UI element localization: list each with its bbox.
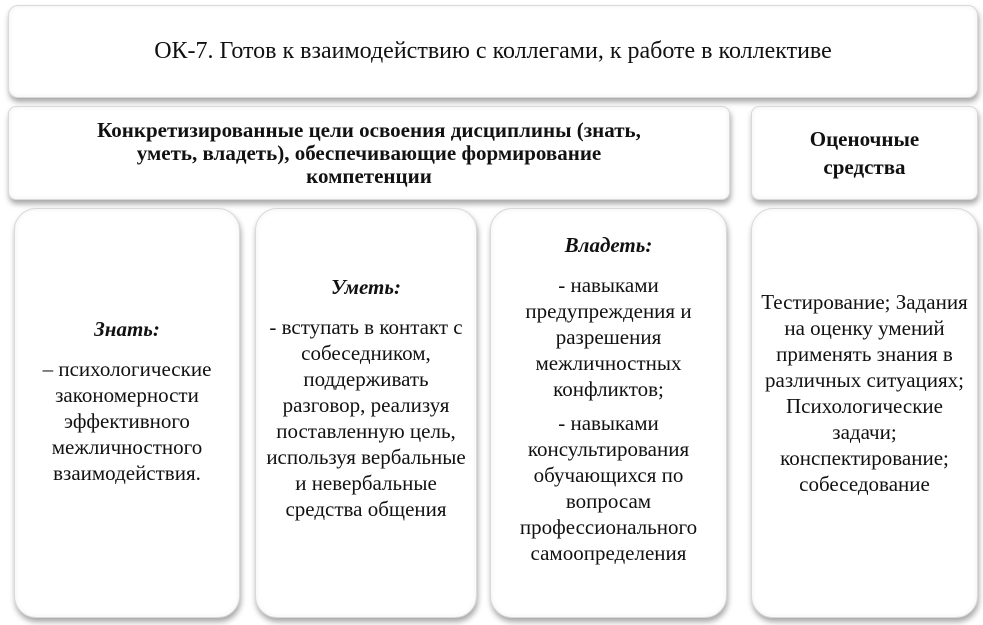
own-text-consulting: - навыками консультирования обучающихся по вопросам профессионального самоопределения xyxy=(519,411,698,565)
goals-header-text xyxy=(97,119,641,188)
goals-header-line: Конкретизированные цели освоения дисциплины (знать, xyxy=(97,117,641,142)
eval-header-line: средства xyxy=(823,155,906,179)
goals-header-line: уметь, владеть), обеспечивающие формирование xyxy=(136,140,602,165)
can-heading: Уметь: xyxy=(331,275,401,299)
goals-header-box xyxy=(8,106,730,200)
goals-header-line: компетенции xyxy=(306,163,432,188)
eval-header-text xyxy=(810,125,919,181)
can-text: - вступать в контакт с собеседником, поддерживать разговор, реализуя поставленную цель, используя вербальные и невербальные средства общения xyxy=(266,315,466,521)
own-heading: Владеть: xyxy=(564,233,653,257)
eval-text: Тестирование; Задания на оценку умений применять знания в различных ситуациях; Психологические задачи; конспектирование; собеседование xyxy=(761,290,968,496)
know-column xyxy=(14,208,240,618)
can-column xyxy=(255,208,477,618)
know-content xyxy=(23,316,231,486)
eval-column xyxy=(751,208,978,618)
own-text-conflicts: - навыками предупреждения и разрешения межличностных конфликтов; xyxy=(525,273,692,401)
competence-title-box xyxy=(8,5,978,98)
know-heading: Знать: xyxy=(94,317,160,341)
own-content xyxy=(499,232,718,566)
own-column xyxy=(490,208,727,618)
eval-header-line: Оценочные xyxy=(809,127,920,151)
eval-header-box xyxy=(751,106,978,200)
competence-title: ОК-7. Готов к взаимодействию с коллегами, к работе в коллективе xyxy=(154,38,832,64)
eval-content xyxy=(760,289,969,497)
can-content xyxy=(264,274,468,522)
know-text: – психологические закономерности эффективного межличностного взаимодействия. xyxy=(42,357,212,485)
